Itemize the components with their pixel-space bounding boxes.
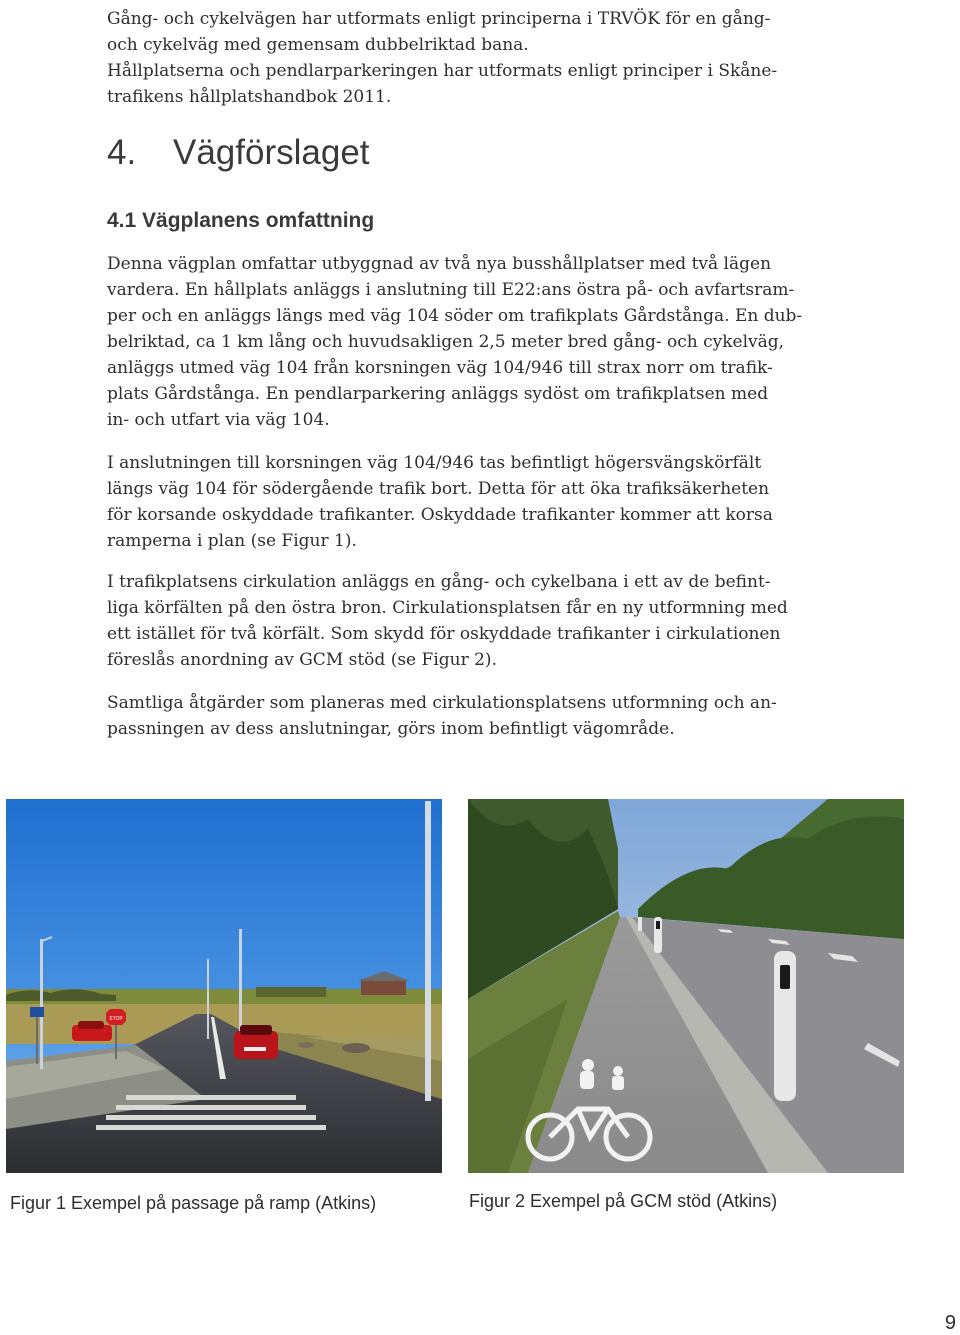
intro-line: Gång- och cykelvägen har utformats enligt principerna i TRVÖK för en gång- bbox=[107, 9, 771, 29]
paragraph-line: per och en anläggs längs med väg 104 söder om trafikplats Gårdstånga. En dub- bbox=[107, 306, 803, 326]
paragraph-line: liga körfälten på den östra bron. Cirkulationsplatsen får en ny utformning med bbox=[107, 598, 788, 618]
red-car-center bbox=[234, 1031, 278, 1059]
paragraph-line: anläggs utmed väg 104 från korsningen väg 104/946 till strax norr om trafik- bbox=[107, 358, 773, 378]
paragraph-line: för korsande oskyddade trafikanter. Oskyddade trafikanter kommer att korsa bbox=[107, 505, 773, 525]
page-number: 9 bbox=[944, 1312, 956, 1334]
paragraph-line: I anslutningen till korsningen väg 104/946 tas befintligt högersvängskörfält bbox=[107, 453, 762, 473]
paragraph-line: föreslås anordning av GCM stöd (se Figur 2). bbox=[107, 650, 497, 670]
paragraph-line: Denna vägplan omfattar utbyggnad av två nya busshållplatser med två lägen bbox=[107, 254, 772, 274]
intro-line: trafikens hållplatshandbok 2011. bbox=[107, 87, 392, 107]
section-heading: 4.1 Vägplanens omfattning bbox=[107, 209, 375, 232]
chapter-number: 4. bbox=[107, 133, 137, 172]
paragraph-line: längs väg 104 för södergående trafik bort. Detta för att öka trafiksäkerheten bbox=[107, 479, 770, 499]
paragraph-3 bbox=[107, 569, 807, 673]
chapter-title: Vägförslaget bbox=[173, 133, 370, 172]
paragraph-line: passningen av dess anslutningar, görs inom befintligt vägområde. bbox=[107, 719, 675, 739]
paragraph-line: vardera. En hållplats anläggs i anslutning till E22:ans östra på- och avfartsram- bbox=[107, 280, 795, 300]
gcm-support-image bbox=[468, 799, 904, 1173]
paragraph-line: plats Gårdstånga. En pendlarparkering anläggs sydöst om trafikplatsen med bbox=[107, 384, 769, 404]
chapter-heading bbox=[107, 130, 370, 176]
paragraph-line: in- och utfart via väg 104. bbox=[107, 410, 330, 430]
stop-sign-text: STOP bbox=[109, 1016, 123, 1022]
intro-line: Hållplatserna och pendlarparkeringen har utformats enligt principer i Skåne- bbox=[107, 61, 778, 81]
paragraph-line: ramperna i plan (se Figur 1). bbox=[107, 531, 357, 551]
paragraph-2 bbox=[107, 450, 807, 554]
paragraph-line: Samtliga åtgärder som planeras med cirkulationsplatsens utformning och an- bbox=[107, 693, 777, 713]
figure-2-caption: Figur 2 Exempel på GCM stöd (Atkins) bbox=[469, 1191, 778, 1211]
figure-2-photo bbox=[468, 799, 904, 1173]
paragraph-1 bbox=[107, 251, 807, 433]
figure-1-caption: Figur 1 Exempel på passage på ramp (Atkins) bbox=[10, 1193, 377, 1213]
figure-1-photo bbox=[6, 799, 442, 1173]
paragraph-4 bbox=[107, 690, 807, 742]
ramp-passage-image bbox=[6, 799, 442, 1173]
intro-text bbox=[107, 6, 807, 110]
paragraph-line: belriktad, ca 1 km lång och huvudsakligen 2,5 meter bred gång- och cykelväg, bbox=[107, 332, 785, 352]
paragraph-line: ett istället för två körfält. Som skydd för oskyddade trafikanter i cirkulationen bbox=[107, 624, 781, 644]
paragraph-line: I trafikplatsens cirkulation anläggs en gång- och cykelbana i ett av de befint- bbox=[107, 572, 771, 592]
intro-line: och cykelväg med gemensam dubbelriktad bana. bbox=[107, 35, 529, 55]
